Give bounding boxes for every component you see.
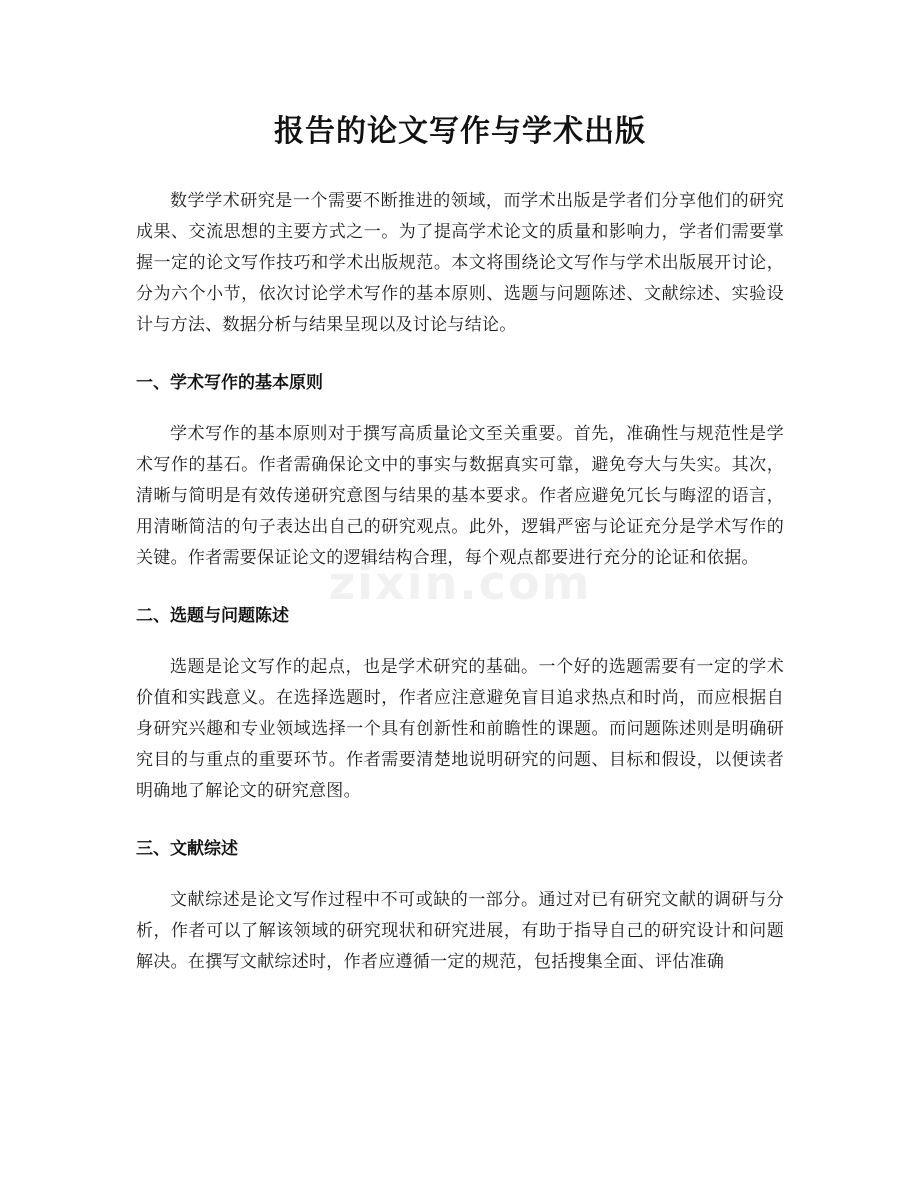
watermark: zixin.com bbox=[328, 556, 592, 610]
section-paragraph: 学术写作的基本原则对于撰写高质量论文至关重要。首先，准确性与规范性是学术写作的基石。作者需确保论文中的事实与数据真实可靠，避免夸大与失实。其次，清晰与简明是有效传递研究意图与结果的基本要求。作者应避免冗长与晦涩的语言，用清晰简洁的句子表达出自己的研究观点。此外，逻辑严密与论证充分是学术写作的关键。作者需要保证论文的逻辑结构合理，每个观点都要进行充分的论证和依据。 bbox=[136, 424, 784, 568]
page-title: 报告的论文写作与学术出版 bbox=[274, 114, 646, 149]
section-heading: 一、学术写作的基本原则 bbox=[136, 373, 323, 393]
section-paragraph: 选题是论文写作的起点，也是学术研究的基础。一个好的选题需要有一定的学术价值和实践意义。在选择选题时，作者应注意避免盲目追求热点和时尚，而应根据自身研究兴趣和专业领域选择一个具有创新性和前瞻性的课题。而问题陈述则是明确研究目的与重点的重要环节。作者需要清楚地说明研究的问题、目标和假设，以便读者明确地了解论文的研究意图。 bbox=[136, 657, 784, 801]
intro-paragraph: 数学学术研究是一个需要不断推进的领域，而学术出版是学者们分享他们的研究成果、交流思想的主要方式之一。为了提高学术论文的质量和影响力，学者们需要掌握一定的论文写作技巧和学术出版规范。本文将围绕论文写作与学术出版展开讨论，分为六个小节，依次讨论学术写作的基本原则、选题与问题陈述、文献综述、实验设计与方法、数据分析与结果呈现以及讨论与结论。 bbox=[136, 191, 784, 335]
section-heading: 三、文献综述 bbox=[136, 839, 238, 859]
section-3 bbox=[136, 835, 784, 978]
section-2 bbox=[136, 602, 784, 807]
section-heading: 二、选题与问题陈述 bbox=[136, 606, 289, 626]
section-1 bbox=[136, 369, 784, 574]
section-paragraph: 文献综述是论文写作过程中不可或缺的一部分。通过对已有研究文献的调研与分析，作者可以了解该领域的研究现状和研究进展，有助于指导自己的研究设计和问题解决。在撰写文献综述时，作者应遵循一定的规范，包括搜集全面、评估准确 bbox=[136, 890, 784, 972]
